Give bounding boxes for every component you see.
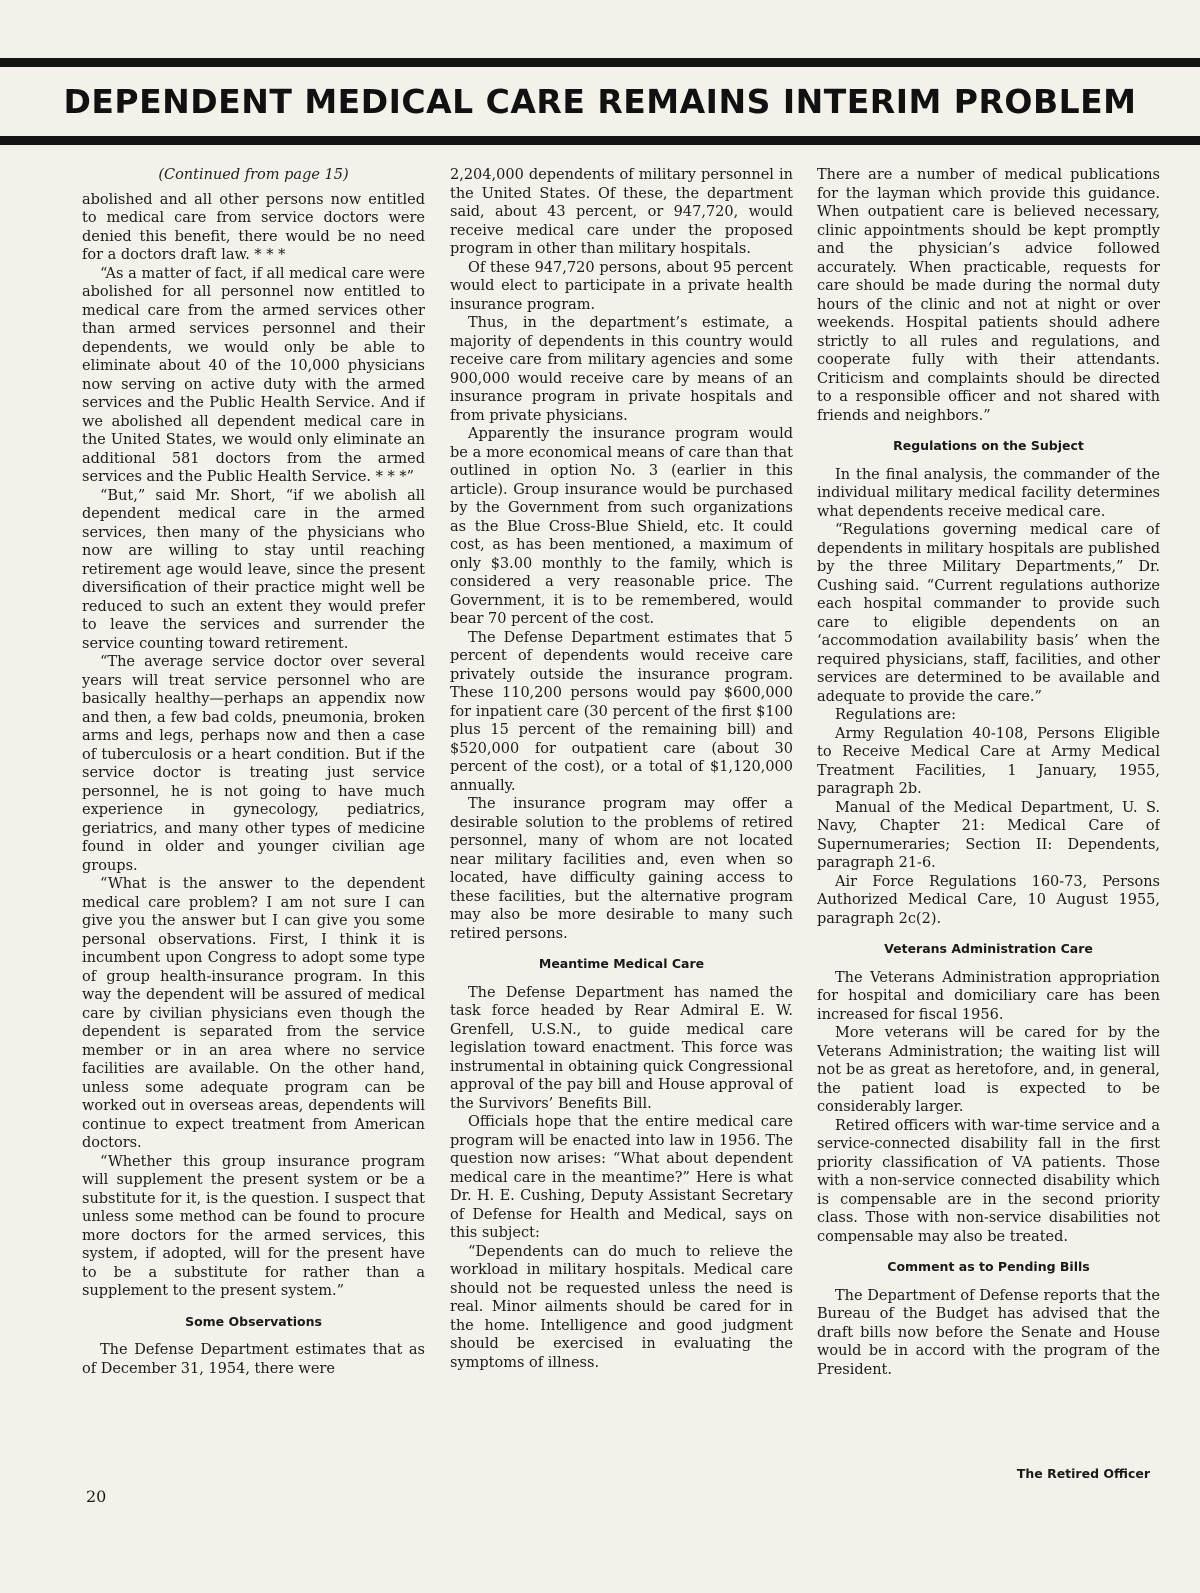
- paragraph: “What is the answer to the dependent medical care problem? I am not sure I can give you the answer but I can give you some personal observations. First, I think it is incumbent upon Congress to adopt some type of group health-insurance program. In this way the dependent will be assured of medical care by civilian physicians even though the dependent is separated from the service member or in an area where no service facilities are available. On the other hand, unless some adequate program can be worked out in overseas areas, dependents will continue to expect treatment from American doctors.: [82, 876, 425, 1151]
- paragraph: There are a number of medical publications for the layman which provide this guidance. When outpatient care is believed necessary, clinic appointments should be kept promptly and the physician’s advice followed accurately. When practicable, requests for care should be made during the normal duty hours of the clinic and not at night or over weekends. Hospital patients should adhere strictly to all rules and regulations, and cooperate fully with their attendants. Criticism and complaints should be directed to a responsible officer and not shared with friends and neighbors.”: [817, 167, 1160, 424]
- section-heading: Regulations on the Subject: [893, 438, 1084, 453]
- paragraph: Army Regulation 40-108, Persons Eligible to Receive Medical Care at Army Medical Treatment Facilities, 1 January, 1955, paragraph 2b.: [817, 725, 1160, 797]
- paragraph: The Veterans Administration appropriation for hospital and domiciliary care has been increased for fiscal 1956.: [817, 969, 1160, 1023]
- paragraph: More veterans will be cared for by the Veterans Administration; the waiting list will not be as great as heretofore, and, in general, the patient load is expected to be considerably larger.: [817, 1025, 1160, 1115]
- paragraph: The Defense Department estimates that as of December 31, 1954, there were: [82, 1342, 425, 1377]
- paragraph: The Defense Department estimates that 5 percent of dependents would receive care privately outside the insurance program. These 110,200 persons would pay $600,000 for inpatient care (30 percent of the first $100 plus 15 percent of the remaining bill) and $520,000 for outpatient care (about 30 percent of the cost), or a total of $1,120,000 annually.: [450, 629, 793, 794]
- paragraph: The Department of Defense reports that the Bureau of the Budget has advised that the draft bills now before the Senate and House would be in accord with the program of the President.: [817, 1287, 1160, 1378]
- paragraph: Officials hope that the entire medical care program will be enacted into law in 1956. The question now arises: “What about dependent medical care in the meantime?” Here is what Dr. H. E. Cushing, Deputy Assistant Secretary of Defense for Health and Medical, says on this subject:: [450, 1114, 793, 1241]
- column-3: [817, 166, 1160, 1486]
- paragraph: abolished and all other persons now entitled to medical care from service doctors were denied this benefit, there would be no need for a doctors draft law. * * *: [82, 191, 425, 263]
- column-1: [82, 166, 425, 1486]
- paragraph: Regulations are:: [835, 707, 957, 723]
- page-number: 20: [86, 1487, 107, 1506]
- paragraph: The insurance program may offer a desirable solution to the problems of retired personnel, many of whom are not located near military facilities and, even when so located, have difficulty gaining access to these facilities, but the alternative program may also be more desirable to many such retired persons.: [450, 796, 793, 942]
- section-heading: Comment as to Pending Bills: [887, 1259, 1090, 1274]
- paragraph: 2,204,000 dependents of military personnel in the United States. Of these, the department said, about 43 percent, or 947,720, would receive medical care under the proposed program in other than military hospitals.: [450, 167, 793, 257]
- paragraph: “But,” said Mr. Short, “if we abolish all dependent medical care in the armed services, then many of the physicians who now are willing to stay until reaching retirement age would leave, since the present diversification of their practice might well be reduced to such an extent they would prefer to leave the services and surrender the service counting toward retirement.: [82, 487, 425, 652]
- paragraph: “Dependents can do much to relieve the workload in military hospitals. Medical care should not be requested unless the need is real. Minor ailments should be cared for in the home. Intelligence and good judgment should be exercised in evaluating the symptoms of illness.: [450, 1243, 793, 1371]
- paragraph: Air Force Regulations 160-73, Persons Authorized Medical Care, 10 August 1955, paragraph 2c(2).: [817, 873, 1160, 927]
- section-heading: Veterans Administration Care: [884, 941, 1093, 956]
- magazine-name: The Retired Officer: [1016, 1466, 1150, 1481]
- continued-note: (Continued from page 15): [158, 167, 349, 183]
- paragraph: Apparently the insurance program would be a more economical means of care than that outlined in option No. 3 (earlier in this article). Group insurance would be purchased by the Government from such organizations as the Blue Cross-Blue Shield, etc. It could cost, as has been mentioned, a maximum of only $3.00 monthly to the family, which is considered a very reasonable price. The Government, it is to be remembered, would bear 70 percent of the cost.: [450, 426, 793, 627]
- bottom-rule: [0, 136, 1200, 145]
- section-heading: Some Observations: [185, 1313, 322, 1329]
- paragraph: Of these 947,720 persons, about 95 percent would elect to participate in a private health insurance program.: [450, 259, 793, 313]
- paragraph: “Regulations governing medical care of dependents in military hospitals are published by the three Military Departments,” Dr. Cushing said. “Current regulations authorize each hospital commander to provide such care to eligible dependents on an ‘accommodation availability basis’ when the required physicians, staff, facilities, and other services are determined to be available and adequate to provide the care.”: [817, 522, 1160, 705]
- paragraph: “The average service doctor over several years will treat service personnel who are basically healthy—perhaps an appendix now and then, a few bad colds, pneumonia, broken arms and legs, perhaps now and then a case of tuberculosis or a heart condition. But if the service doctor is treating just service personnel, he is not going to have much experience in gynecology, pediatrics, geriatrics, and many other types of medicine found in older and younger civilian age groups.: [82, 654, 425, 874]
- page-title: DEPENDENT MEDICAL CARE REMAINS INTERIM PROBLEM: [63, 82, 1137, 121]
- paragraph: “Whether this group insurance program will supplement the present system or be a substitute for it, is the question. I suspect that unless some method can be found to procure more doctors for the armed services, this system, if adopted, will for the present have to be a substitute for rather than a supplement to the present system.”: [82, 1153, 425, 1299]
- section-heading: Meantime Medical Care: [538, 956, 705, 971]
- paragraph: Retired officers with war-time service and a service-connected disability fall in the first priority classification of VA patients. Those with a non-service connected disability which is compensable are in the second priority class. Those with non-service disabilities not compensable may also be treated.: [817, 1117, 1160, 1245]
- paragraph: “As a matter of fact, if all medical care were abolished for all personnel now entitled to medical care from the armed services other than armed services personnel and their dependents, we would only be able to eliminate about 40 of the 10,000 physicians now serving on active duty with the armed services and the Public Health Service. And if we abolished all dependent medical care in the United States, we would only eliminate an additional 581 doctors from the armed services and the Public Health Service. * * *”: [82, 265, 425, 485]
- top-rule: [0, 58, 1200, 67]
- paragraph: Manual of the Medical Department, U. S. Navy, Chapter 21: Medical Care of Supernumeraries; Section II: Dependents, paragraph 21-6.: [817, 799, 1160, 871]
- column-2: [450, 166, 793, 1486]
- paragraph: Thus, in the department’s estimate, a majority of dependents in this country would receive care from military agencies and some 900,000 would receive care by means of an insurance program in private hospitals and from private physicians.: [450, 315, 793, 424]
- paragraph: In the final analysis, the commander of the individual military medical facility determines what dependents receive medical care.: [817, 466, 1160, 520]
- paragraph: The Defense Department has named the task force headed by Rear Admiral E. W. Grenfell, U.S.N., to guide medical care legislation toward enactment. This force was instrumental in obtaining quick Congressional approval of the pay bill and House approval of the Survivors’ Benefits Bill.: [450, 984, 793, 1112]
